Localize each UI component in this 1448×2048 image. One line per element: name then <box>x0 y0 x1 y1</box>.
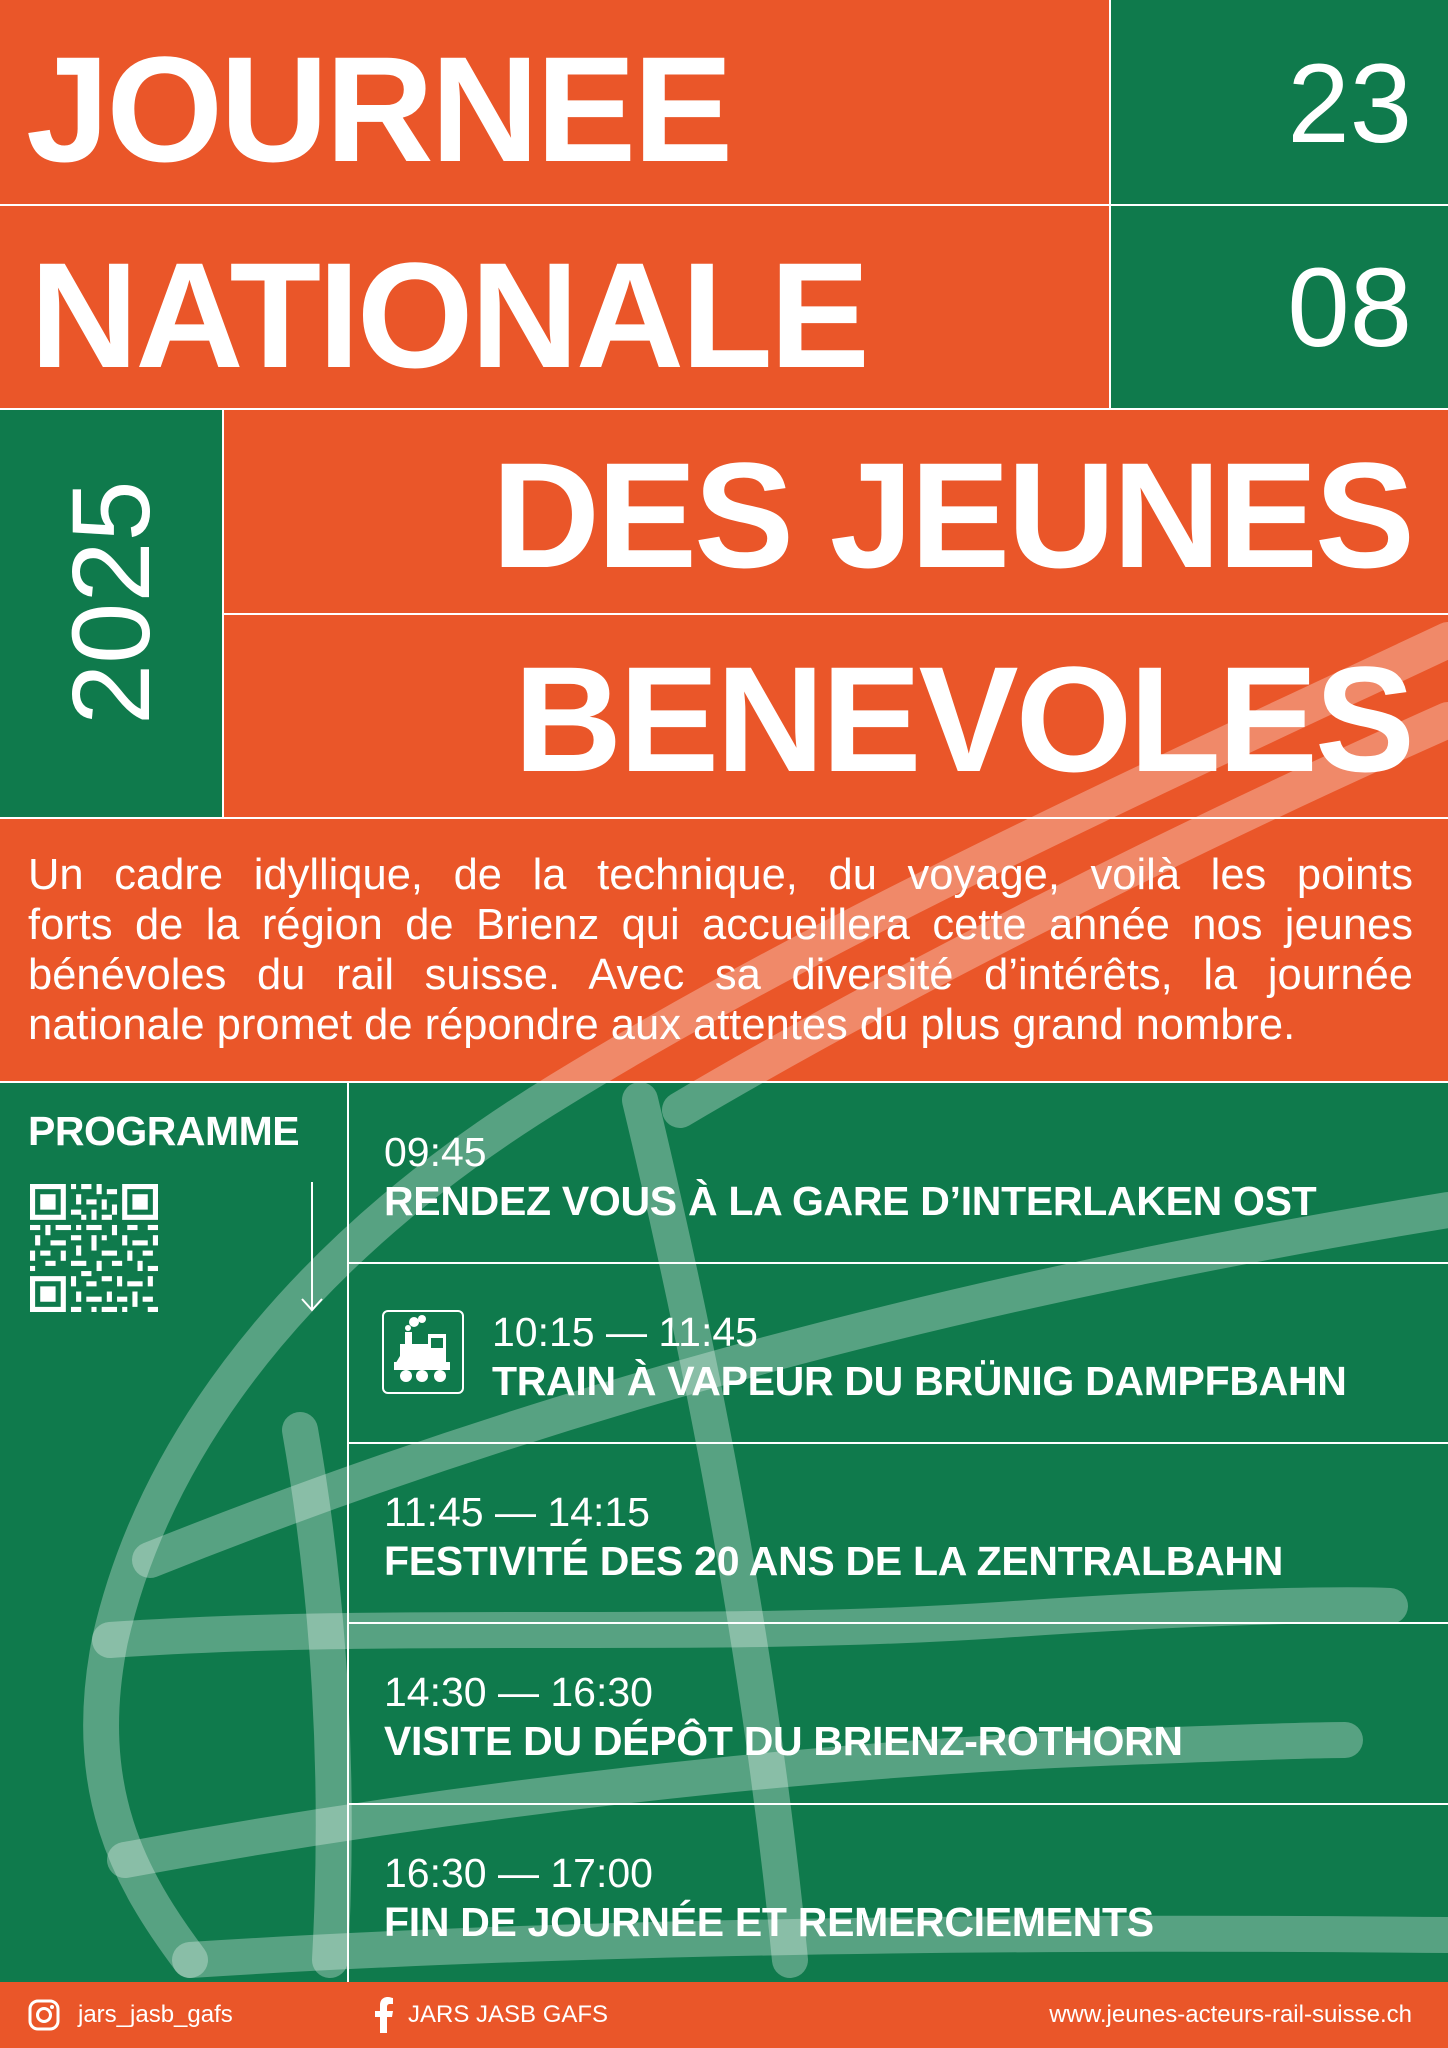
divider <box>0 204 1448 206</box>
divider <box>347 1082 349 1982</box>
facebook-icon[interactable] <box>374 1997 394 2033</box>
intro-line: Un cadre idyllique, de la technique, du voyage, voilà les points <box>28 851 1413 899</box>
footer <box>0 1982 1448 2048</box>
title-line-journee: JOURNEE <box>26 25 731 193</box>
event-title: FESTIVITÉ DES 20 ANS DE LA ZENTRALBAHN <box>384 1538 1284 1584</box>
qr-code[interactable] <box>30 1184 158 1312</box>
event-time: 09:45 <box>384 1129 487 1175</box>
event-time: 11:45 — 14:15 <box>384 1489 650 1535</box>
date-day: 23 <box>1287 41 1412 166</box>
title-line-nationale: NATIONALE <box>30 231 867 399</box>
divider <box>348 1442 1448 1444</box>
intro-line: bénévoles du rail suisse. Avec sa diversité d’intérêts, la journée <box>28 951 1413 999</box>
divider <box>0 817 1448 819</box>
programme-event <box>384 1669 1183 1767</box>
divider <box>348 1622 1448 1624</box>
steam-train-icon <box>382 1310 464 1394</box>
intro-line: forts de la région de Brienz qui accueillera cette année nos jeunes <box>28 901 1413 949</box>
divider <box>0 408 1448 410</box>
event-time: 10:15 — 11:45 <box>492 1309 758 1355</box>
programme-event <box>384 1489 1283 1587</box>
divider <box>348 1262 1448 1264</box>
programme-event <box>492 1309 1347 1407</box>
divider <box>224 613 1448 615</box>
date-month: 08 <box>1287 245 1412 370</box>
title-line-des-jeunes: DES JEUNES <box>491 431 1412 599</box>
event-time: 14:30 — 16:30 <box>384 1669 653 1715</box>
divider <box>0 1081 1448 1083</box>
intro-paragraph <box>28 850 1413 1050</box>
programme-event <box>384 1850 1154 1948</box>
programme-heading: PROGRAMME <box>28 1108 300 1154</box>
event-title: FIN DE JOURNÉE ET REMERCIEMENTS <box>384 1899 1154 1945</box>
event-title: RENDEZ VOUS À LA GARE D’INTERLAKEN OST <box>384 1178 1317 1224</box>
instagram-icon[interactable] <box>28 1999 60 2031</box>
divider <box>348 1803 1448 1805</box>
event-title: VISITE DU DÉPÔT DU BRIENZ-ROTHORN <box>384 1718 1183 1764</box>
instagram-handle[interactable]: jars_jasb_gafs <box>78 2001 233 2028</box>
title-line-benevoles: BENEVOLES <box>513 635 1412 803</box>
event-time: 16:30 — 17:00 <box>384 1850 653 1896</box>
arrow-down-icon <box>296 1182 328 1314</box>
website-link[interactable]: www.jeunes-acteurs-rail-suisse.ch <box>1049 2001 1412 2028</box>
facebook-handle[interactable]: JARS JASB GAFS <box>408 2001 609 2028</box>
date-year: 2025 <box>50 480 173 725</box>
intro-line: nationale promet de répondre aux attentes du plus grand nombre. <box>28 1001 1296 1049</box>
programme-event <box>384 1129 1316 1227</box>
event-title: TRAIN À VAPEUR DU BRÜNIG DAMPFBAHN <box>492 1358 1347 1404</box>
